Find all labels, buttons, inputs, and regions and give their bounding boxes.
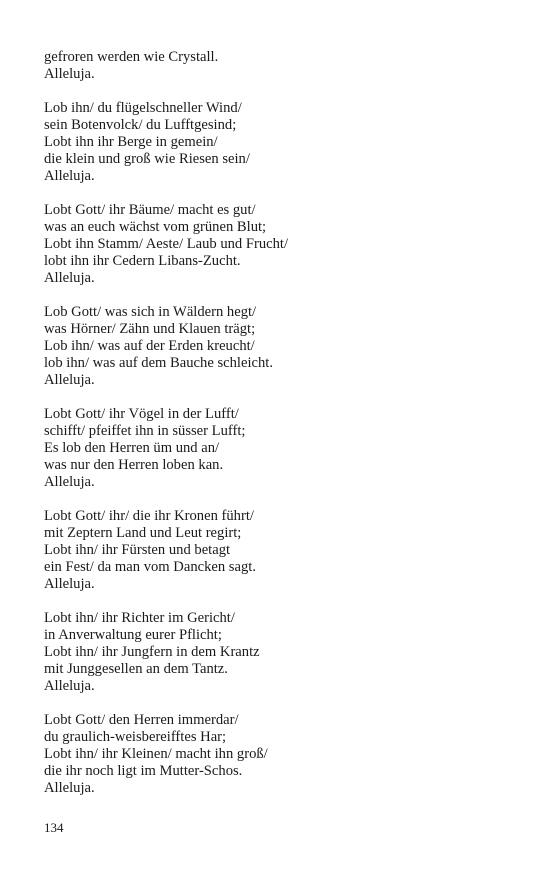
verse-line: Alleluja.	[44, 66, 95, 82]
stanza-3	[44, 202, 514, 287]
verse-line: Lob Gott/ was sich in Wäldern hegt/	[44, 304, 257, 320]
stanza-5	[44, 406, 514, 491]
stanza-7	[44, 610, 514, 695]
verse-line: Lobt Gott/ ihr Vögel in der Lufft/	[44, 406, 239, 422]
verse-line: ein Fest/ da man vom Dancken sagt.	[44, 559, 256, 575]
stanza-1	[44, 49, 514, 83]
verse-line: Alleluja.	[44, 474, 95, 490]
verse-line: Alleluja.	[44, 372, 95, 388]
verse-line: Alleluja.	[44, 168, 95, 184]
stanza-4	[44, 304, 514, 389]
verse-line: in Anverwaltung eurer Pflicht;	[44, 627, 222, 643]
verse-line: Alleluja.	[44, 270, 95, 286]
stanza-6	[44, 508, 514, 593]
verse-line: Lobt ihn ihr Berge in gemein/	[44, 134, 218, 150]
verse-line: Lobt Gott/ ihr Bäume/ macht es gut/	[44, 202, 256, 218]
verse-line: lobt ihn ihr Cedern Libans-Zucht.	[44, 253, 241, 269]
verse-line: Alleluja.	[44, 780, 95, 796]
verse-line: Lobt Gott/ den Herren immerdar/	[44, 712, 239, 728]
verse-line: schifft/ pfeiffet ihn in süsser Lufft;	[44, 423, 246, 439]
page-number: 134	[44, 820, 64, 835]
verse-line: mit Zeptern Land und Leut regirt;	[44, 525, 242, 541]
verse-line: gefroren werden wie Crystall.	[44, 49, 219, 65]
verse-line: mit Junggesellen an dem Tantz.	[44, 661, 228, 677]
verse-line: sein Botenvolck/ du Lufftgesind;	[44, 117, 237, 133]
verse-line: du graulich-weisbereifftes Har;	[44, 729, 227, 745]
verse-line: Alleluja.	[44, 678, 95, 694]
verse-line: Lobt ihn/ ihr Kleinen/ macht ihn groß/	[44, 746, 268, 762]
verse-line: Lobt ihn/ ihr Richter im Gericht/	[44, 610, 235, 626]
verse-line: Lobt ihn/ ihr Jungfern in dem Krantz	[44, 644, 260, 660]
verse-line: Lobt ihn/ ihr Fürsten und betagt	[44, 542, 231, 558]
stanza-2	[44, 100, 514, 185]
stanza-8	[44, 712, 514, 797]
verse-line: Lob ihn/ was auf der Erden kreucht/	[44, 338, 255, 354]
verse-line: was nur den Herren loben kan.	[44, 457, 224, 473]
verse-line: Lobt ihn Stamm/ Aeste/ Laub und Frucht/	[44, 236, 289, 252]
verse-line: lob ihn/ was auf dem Bauche schleicht.	[44, 355, 273, 371]
verse-line: die klein und groß wie Riesen sein/	[44, 151, 250, 167]
verse-line: Es lob den Herren üm und an/	[44, 440, 220, 456]
verse-line: Lobt Gott/ ihr/ die ihr Kronen führt/	[44, 508, 254, 524]
hymn-text	[44, 49, 514, 797]
verse-line: Lob ihn/ du flügelschneller Wind/	[44, 100, 242, 116]
verse-line: die ihr noch ligt im Mutter-Schos.	[44, 763, 243, 779]
verse-line: Alleluja.	[44, 576, 95, 592]
verse-line: was Hörner/ Zähn und Klauen trägt;	[44, 321, 256, 337]
verse-line: was an euch wächst vom grünen Blut;	[44, 219, 267, 235]
